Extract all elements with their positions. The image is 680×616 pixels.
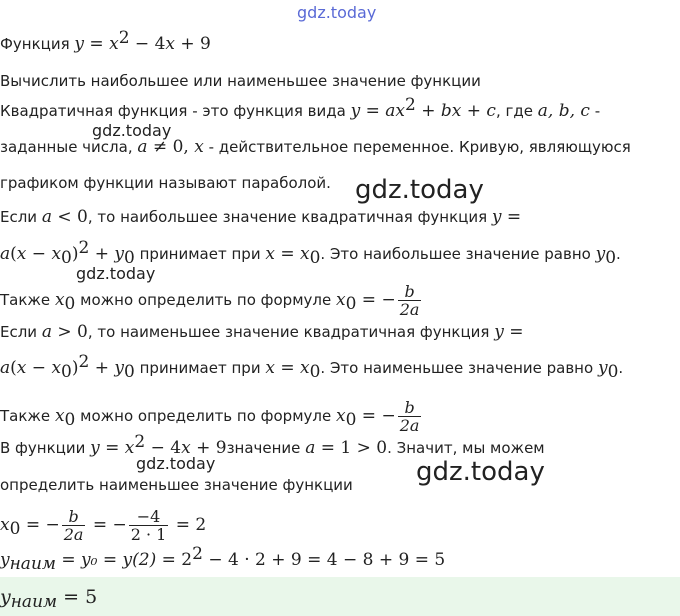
apply-line-1: В функции $y = x^2 - 4x$ + 9значение a = 1 > 0. Значит, мы можем	[0, 432, 545, 458]
apply-text-2: значение	[226, 439, 301, 457]
apply-text-1: В функции	[0, 439, 86, 457]
definition-text-1: Квадратичная функция - это функция вида	[0, 102, 346, 120]
case-positive-text-3: принимает при	[139, 359, 261, 377]
heading-label: Функция	[0, 35, 70, 53]
apply-line-2: определить наименьшее значение функции	[0, 476, 353, 494]
min-chain: = y₀ = y(2) =	[56, 550, 182, 570]
case-positive-text-1: Если	[0, 323, 38, 341]
function-heading: Функция $y = x^2 - 4x + 9$	[0, 28, 211, 54]
answer-subscript: наим	[10, 592, 58, 612]
vertex-calculation: $x_0$ = − $\frac{b}{2a}$ = − $\frac{-4}{2 \cdot 1}$ = 2	[0, 507, 207, 544]
case-positive-text-4: . Это наименьшее значение равно	[320, 359, 594, 377]
vertex-formula-line-2: Также $x_0$ можно определить по формуле $x_0$ = − $\frac{b}{2a}$	[0, 398, 420, 435]
watermark-large-2: gdz.today	[416, 457, 545, 487]
case-positive-text-2: , то наименьшее значение квадратичная функция	[87, 323, 490, 341]
vertex-formula-text-2: можно определить по формуле	[80, 291, 332, 309]
case-negative-line-1: Если a < 0, то наибольшее значение квадратичная функция y =	[0, 207, 522, 227]
case-negative-text-3: принимает при	[139, 245, 261, 263]
definition-text-4: - действительное переменное. Кривую, являющуюся	[208, 138, 631, 156]
vertex-denominator-2: 2 · 1	[130, 525, 167, 544]
answer-line: $y_{наим} = 5$	[0, 586, 98, 612]
definition-text-3: заданные числа,	[0, 138, 133, 156]
apply-text-3: . Значит, мы можем	[387, 439, 545, 457]
answer-value: 5	[85, 586, 98, 608]
case-negative-text-4: . Это наибольшее значение равно	[320, 245, 591, 263]
case-negative-text-1: Если	[0, 208, 38, 226]
case-positive-line-1: Если a > 0, то наименьшее значение квадратичная функция y =	[0, 322, 524, 342]
watermark-small-1: gdz.today	[92, 121, 172, 140]
watermark-top: gdz.today	[297, 3, 377, 22]
vertex-formula-text-1: Также	[0, 291, 51, 309]
definition-line-2: заданные числа, a ≠ 0, x - действительное переменное. Кривую, являющуюся	[0, 137, 631, 157]
vertex-denominator-1: 2a	[63, 525, 84, 544]
definition-line-1: Квадратичная функция - это функция вида $y = ax^2$ + bx + c, где a, b, c -	[0, 95, 601, 121]
watermark-small-2: gdz.today	[76, 264, 156, 283]
vertex-formula-text-3: Также	[0, 407, 51, 425]
vertex-numerator-2: −4	[129, 508, 169, 526]
vertex-value: 2	[195, 515, 207, 535]
definition-line-3: графиком функции называют параболой.	[0, 174, 331, 192]
task-text: Вычислить наибольшее или наименьшее значение функции	[0, 72, 481, 90]
min-tail: − 4 · 2 + 9 = 4 − 8 + 9 = 5	[202, 550, 446, 570]
min-subscript: наим	[9, 554, 56, 574]
case-positive-line-2: $a(x - x_0)^2 + y_0$ принимает при $x = x_0$. Это наименьшее значение равно $y_0$.	[0, 352, 624, 382]
vertex-formula-line-1: Также $x_0$ можно определить по формуле $x_0$ = − $\frac{b}{2a}$	[0, 282, 420, 319]
case-negative-text-2: , то наибольшее значение квадратичная функция	[87, 208, 488, 226]
vertex-numerator-1: b	[62, 508, 86, 526]
watermark-large-1: gdz.today	[355, 175, 484, 205]
vertex-formula-text-4: можно определить по формуле	[80, 407, 332, 425]
min-value-calculation: $y_{наим} = y_0 = y(2) = 2^2 - 4 \cdot 2 + 9 = 4 - 8 + 9 = 5$	[0, 544, 446, 574]
result-band	[0, 577, 680, 616]
definition-text-2: , где	[495, 102, 533, 120]
case-negative-line-2: $a(x - x_0)^2 + y_0$ принимает при $x = x_0$. Это наибольшее значение равно $y_0$.	[0, 238, 621, 268]
watermark-small-3: gdz.today	[136, 454, 216, 473]
